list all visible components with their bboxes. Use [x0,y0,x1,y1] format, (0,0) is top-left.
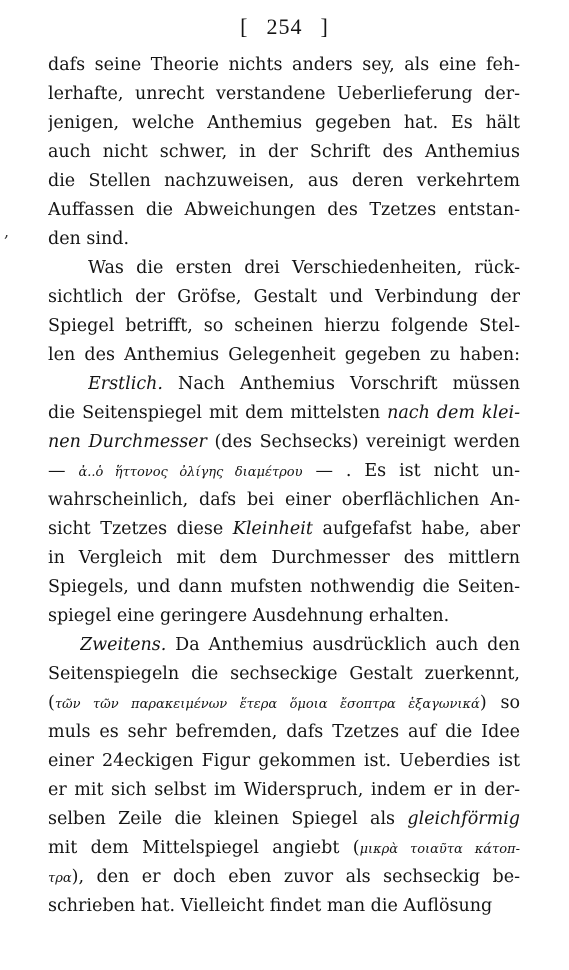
text-line [48,572,520,602]
text-line [48,108,520,138]
text-fragment: wahrscheinlich, dafs bei einer oberflächlichen An- [48,490,520,510]
text-line [48,659,520,689]
text-fragment: Was die ersten drei Verschiedenheiten, rück- [88,258,520,278]
page-header [0,14,569,40]
italic-phrase: Erstlich. [88,374,163,394]
text-line [88,369,520,399]
text-fragment: aufgefafst habe, aber [312,519,520,539]
text-line [48,717,520,747]
text-fragment: (des Sechsecks) vereinigt werden [206,432,520,452]
text-fragment: Da Anthemius ausdrücklich auch den [166,635,520,655]
text-fragment: muls es sehr befremden, dafs Tzetzes auf die Idee [48,722,520,742]
text-line [48,688,520,718]
text-line [48,456,520,486]
text-fragment: den sind. [48,229,130,249]
page-number: 254 [266,14,303,39]
text-fragment: die Stellen nachzuweisen, aus deren verkehrtem [48,171,520,191]
text-line [48,224,520,254]
text-fragment: lerhafte, unrecht verstandene Ueberlieferung der- [48,84,520,104]
greek-phrase: μικρὰ τοιαῦτα κάτοπ- [359,842,520,857]
text-line [48,891,520,921]
text-fragment: Spiegel betrifft, so scheinen hierzu folgende Stel- [48,316,520,336]
text-fragment: len des Anthemius Gelegenheit gegeben zu haben: [48,345,520,365]
italic-phrase: nen Durchmesser [48,432,207,452]
text-fragment: — . Es ist nicht un- [302,461,520,481]
text-fragment: dafs seine Theorie nichts anders sey, als eine feh- [48,55,520,75]
text-line [48,137,520,167]
text-fragment: einer 24eckigen Figur gekommen ist. Ueberdies ist [48,751,520,771]
greek-phrase: τρα [48,871,72,886]
text-fragment: sichtlich der Gröfse, Gestalt und Verbindung der [48,287,520,307]
text-line [48,340,520,370]
text-line [48,601,520,631]
text-fragment: er mit sich selbst im Widerspruch, indem er in der- [48,780,520,800]
text-fragment: mit dem Mittelspiegel angiebt ( [48,838,360,858]
text-line [48,485,520,515]
italic-phrase: gleichförmig [407,809,520,829]
header-open-bracket: [ [240,14,249,39]
text-fragment: schrieben hat. Vielleicht findet man die Auflösung [48,896,493,916]
text-fragment: selben Zeile die kleinen Spiegel als [48,809,408,829]
margin-mark: , [4,222,10,241]
text-line [48,775,520,805]
text-fragment: sicht Tzetzes diese [48,519,233,539]
text-line [80,630,520,660]
text-line [88,253,520,283]
text-line [48,514,520,544]
text-fragment: — [48,461,79,481]
text-line [48,398,520,428]
greek-phrase: τῶν τῶν παρακειμένων ἕτερα ὅμοια ἔσοπτρα ἑξαγωνικά [54,697,480,712]
text-line [48,833,520,863]
text-line [48,543,520,573]
text-line [48,862,520,892]
text-fragment: Spiegels, und dann mufsten nothwendig die Seiten- [48,577,520,597]
text-line [48,746,520,776]
italic-phrase: Zweitens. [80,635,167,655]
text-fragment: jenigen, welche Anthemius gegeben hat. Es hält [48,113,520,133]
text-line [48,79,520,109]
text-line [48,804,520,834]
text-fragment: ( [48,693,55,713]
text-fragment: spiegel eine geringere Ausdehnung erhalten. [48,606,450,626]
text-fragment: ) so [479,693,520,713]
text-fragment: die Seitenspiegel mit dem mittelsten [48,403,388,423]
text-fragment: Seitenspiegeln die sechseckige Gestalt zuerkennt, [48,664,520,684]
text-line [48,427,520,457]
text-line [48,166,520,196]
italic-phrase: Kleinheit [232,519,313,539]
text-line [48,282,520,312]
text-fragment: Nach Anthemius Vorschrift müssen [162,374,520,394]
text-fragment: ), den er doch eben zuvor als sechseckig be- [71,867,520,887]
text-line [48,50,520,80]
header-close-bracket: ] [320,14,329,39]
text-line [48,195,520,225]
text-fragment: Auffassen die Abweichungen des Tzetzes entstan- [48,200,520,220]
italic-phrase: nach dem klei- [387,403,520,423]
text-fragment: in Vergleich mit dem Durchmesser des mittlern [48,548,520,568]
text-line [48,311,520,341]
greek-phrase: ἀ..ὁ ἥττονος ὀλίγης διαμέτρου [78,465,303,480]
text-fragment: auch nicht schwer, in der Schrift des Anthemius [48,142,520,162]
